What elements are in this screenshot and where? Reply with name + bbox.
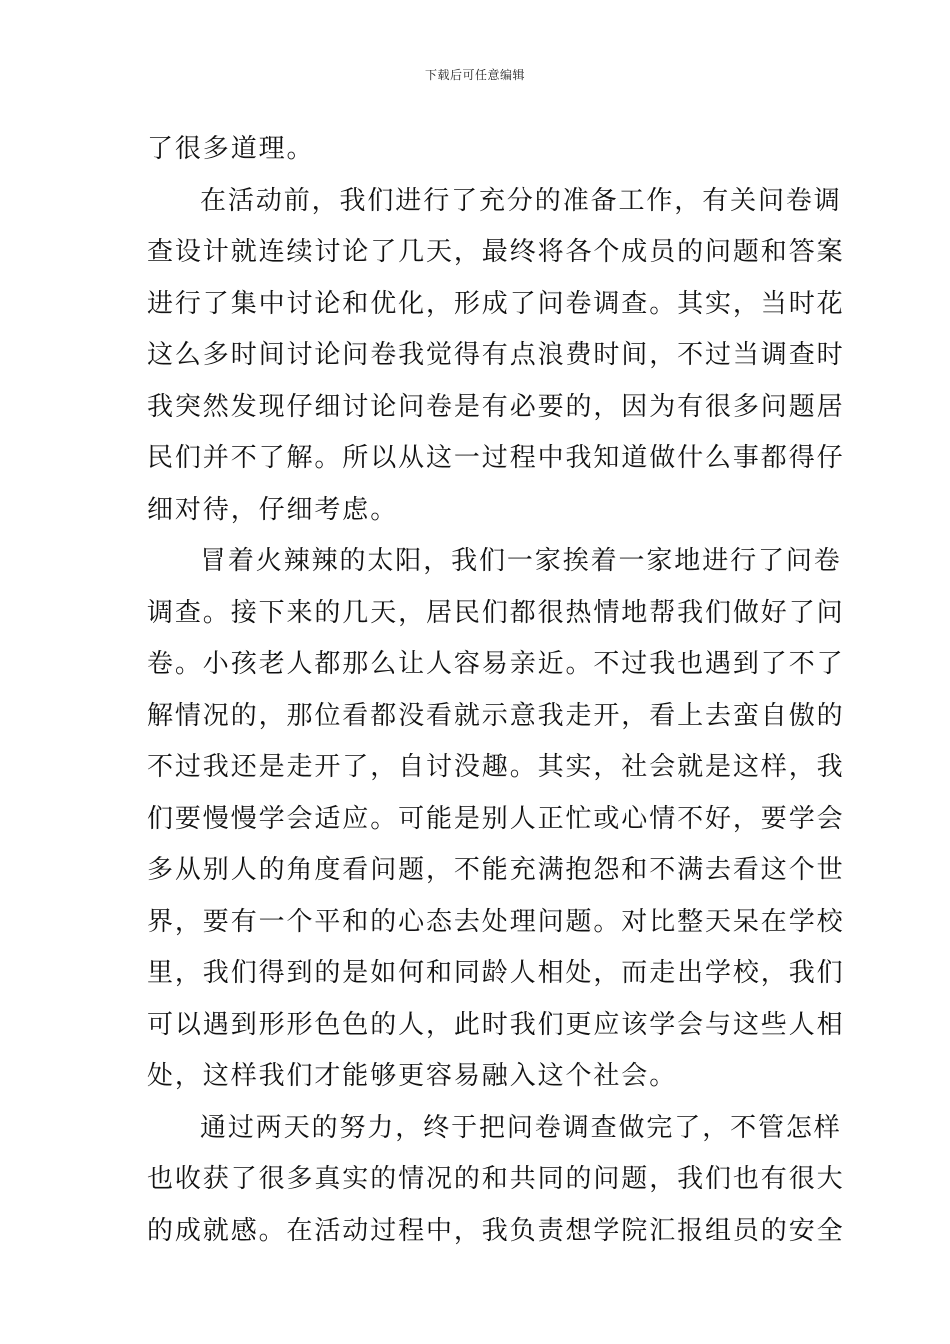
text-line: 卷。小孩老人都那么让人容易亲近。不过我也遇到了不了 (147, 649, 845, 679)
text-line: 处，这样我们才能够更容易融入这个社会。 (147, 1061, 678, 1091)
text-line: 我突然发现仔细讨论问卷是有必要的，因为有很多问题居 (147, 391, 845, 422)
text-line: 这么多时间讨论问卷我觉得有点浪费时间，不过当调查时 (147, 340, 845, 370)
paragraph-start-line: 通过两天的努力，终于把问卷调查做完了，不管怎样 (200, 1112, 842, 1143)
text-line: 里，我们得到的是如何和同龄人相处，而走出学校，我们 (147, 958, 845, 988)
text-line: 民们并不了解。所以从这一过程中我知道做什么事都得仔 (147, 443, 845, 473)
text-line: 细对待，仔细考虑。 (147, 494, 399, 525)
text-line: 也收获了很多真实的情况的和共同的问题，我们也有很大 (147, 1164, 845, 1194)
text-line: 的成就感。在活动过程中，我负责想学院汇报组员的安全 (147, 1215, 845, 1246)
paragraph-start-line: 在活动前，我们进行了充分的准备工作，有关问卷调 (200, 185, 842, 216)
paragraph-start-line: 冒着火辣辣的太阳，我们一家挨着一家地进行了问卷 (200, 546, 842, 576)
text-line: 解情况的，那位看都没看就示意我走开，看上去蛮自傲的 (147, 700, 845, 731)
text-line: 调查。接下来的几天，居民们都很热情地帮我们做好了问 (147, 597, 845, 628)
document-body (147, 124, 845, 1257)
page-header: 下载后可任意编辑 (424, 68, 525, 82)
text-line: 查设计就连续讨论了几天，最终将各个成员的问题和答案 (147, 237, 845, 267)
text-line: 们要慢慢学会适应。可能是别人正忙或心情不好，要学会 (147, 803, 845, 834)
text-line: 多从别人的角度看问题，不能充满抱怨和不满去看这个世 (147, 855, 845, 885)
text-line: 不过我还是走开了，自讨没趣。其实，社会就是这样，我 (147, 752, 845, 782)
text-line: 界，要有一个平和的心态去处理问题。对比整天呆在学校 (147, 906, 845, 937)
text-line: 可以遇到形形色色的人，此时我们更应该学会与这些人相 (147, 1009, 845, 1040)
text-line: 了很多道理。 (147, 134, 315, 164)
text-line: 进行了集中讨论和优化，形成了问卷调查。其实，当时花 (147, 288, 845, 319)
